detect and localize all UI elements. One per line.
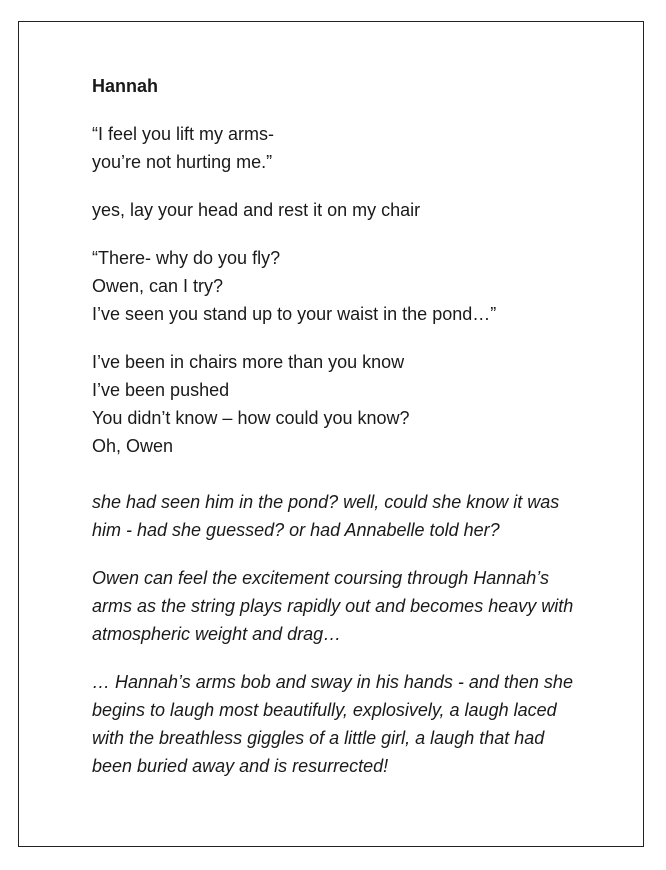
poem-line: Owen, can I try? [92, 276, 224, 296]
prose-paragraph-2 [92, 564, 592, 648]
poem-line: I’ve been in chairs more than you know [92, 352, 405, 372]
poem-content [92, 72, 592, 800]
stanza-3 [92, 244, 592, 328]
prose-line: Owen can feel the excitement coursing through Hannah’s [92, 568, 549, 588]
prose-line: been buried away and is resurrected! [92, 756, 389, 776]
prose-line: she had seen him in the pond? well, could she know it was [92, 492, 560, 512]
poem-line: “I feel you lift my arms- [92, 124, 275, 144]
prose-line: arms as the string plays rapidly out and becomes heavy with [92, 596, 574, 616]
stanza-2 [92, 196, 592, 224]
stanza-4 [92, 348, 592, 460]
poem-title: Hannah [92, 76, 159, 96]
poem-line: I’ve seen you stand up to your waist in the pond…” [92, 304, 497, 324]
poem-line: You didn’t know – how could you know? [92, 408, 410, 428]
prose-line: begins to laugh most beautifully, explosively, a laugh laced [92, 700, 557, 720]
poem-line: Oh, Owen [92, 436, 174, 456]
prose-paragraph-1 [92, 488, 592, 544]
prose-paragraph-3 [92, 668, 592, 780]
prose-line: him - had she guessed? or had Annabelle told her? [92, 520, 500, 540]
stanza-1 [92, 120, 592, 176]
poem-line: “There- why do you fly? [92, 248, 281, 268]
prose-line: with the breathless giggles of a little girl, a laugh that had [92, 728, 545, 748]
poem-line: I’ve been pushed [92, 380, 230, 400]
prose-line: … Hannah’s arms bob and sway in his hands - and then she [92, 672, 573, 692]
poem-line: you’re not hurting me.” [92, 152, 273, 172]
prose-line: atmospheric weight and drag… [92, 624, 342, 644]
poem-line: yes, lay your head and rest it on my chair [92, 200, 421, 220]
